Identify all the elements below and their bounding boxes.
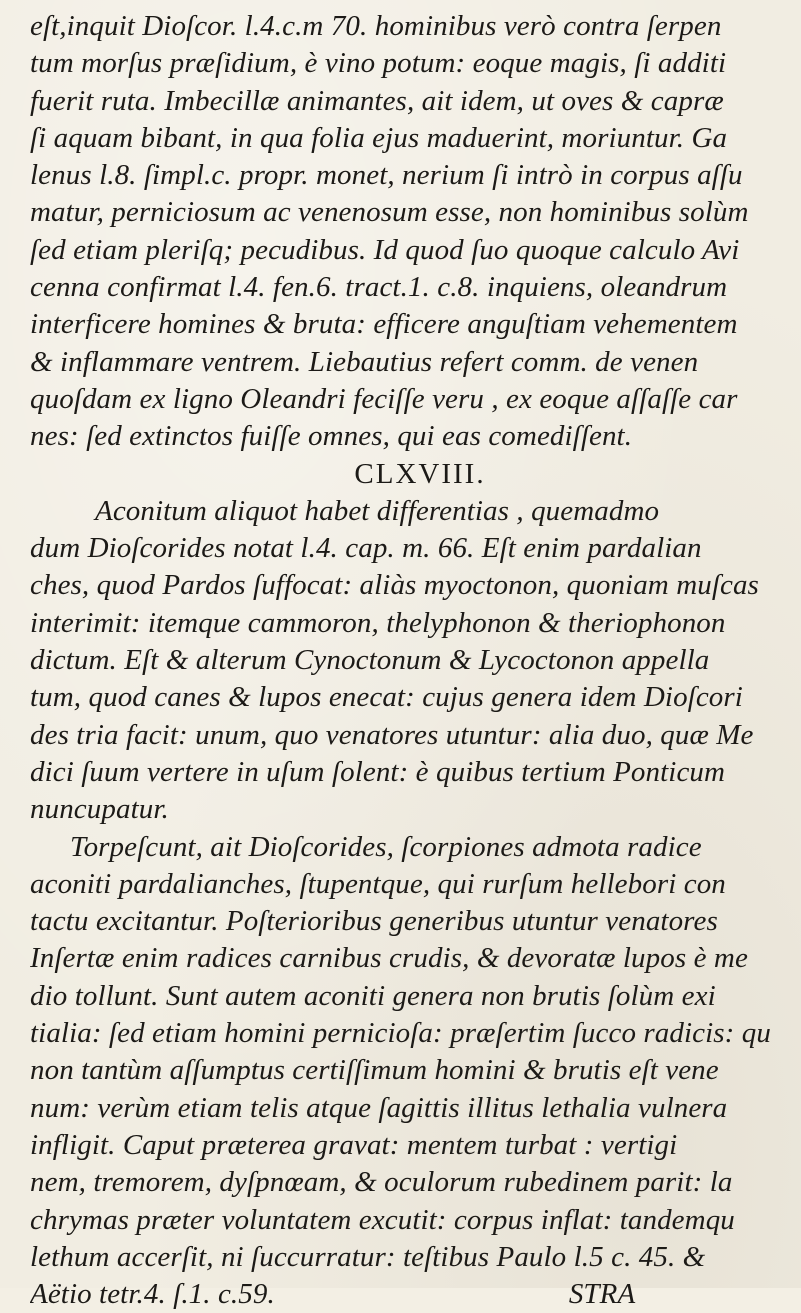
text-line: dio tollunt. Sunt autem aconiti genera non brutis ſolùm exi (30, 979, 716, 1012)
text-line: tialia: ſed etiam homini pernicioſa: præſertim ſucco radicis: qu (30, 1017, 771, 1050)
text-line: ſi aquam bibant, in qua folia ejus maduerint, moriuntur. Ga (30, 121, 728, 154)
text-line: interimit: itemque cammoron, thelyphonon & theriophonon (30, 606, 726, 639)
text-line: ches, quod Pardos ſuffocat: aliàs myoctonon, quoniam muſcas (30, 569, 759, 602)
text-line: eſt,inquit Dioſcor. l.4.c.m 70. hominibus verò contra ſerpen (30, 10, 722, 42)
text-line: tactu excitantur. Poſterioribus generibus utuntur venatores (30, 905, 718, 938)
text-line: ſed etiam pleriſq; pecudibus. Id quod ſuo quoque calculo Avi (30, 233, 740, 266)
text-line: Inſertæ enim radices carnibus crudis, & devoratæ lupos è me (30, 942, 748, 975)
paragraph-start: Aconitum aliquot habet differentias , quemadmo (95, 494, 660, 527)
text-line: nuncupatur. (30, 793, 169, 826)
text-line: nem, tremorem, dyſpnœam, & oculorum rubedinem parit: la (30, 1166, 733, 1199)
text-line: nes: ſed extinctos fuiſſe omnes, qui eas comediſſent. (30, 420, 633, 453)
text-line: lenus l.8. ſimpl.c. propr. monet, nerium ſi intrò in corpus aſſu (30, 159, 743, 192)
text-line: matur, perniciosum ac venenosum esse, non hominibus solùm (30, 196, 749, 229)
text-line: fuerit ruta. Imbecillæ animantes, ait idem, ut oves & capræ (30, 84, 724, 117)
text-line: tum, quod canes & lupos enecat: cujus genera idem Dioſcori (30, 681, 743, 714)
text-line-with-catchword: Aëtio tetr.4. ſ.1. c.59. STRA (30, 1278, 636, 1311)
text-line: aconiti pardalianches, ſtupentque, qui rurſum hellebori con (30, 867, 726, 900)
text-line: lethum accerſit, ni ſuccurratur: teſtibus Paulo l.5 c. 45. & (30, 1240, 706, 1273)
text-line: cenna confirmat l.4. fen.6. tract.1. c.8. inquiens, oleandrum (30, 271, 728, 304)
text-line: quoſdam ex ligno Oleandri feciſſe veru , ex eoque aſſaſſe car (30, 382, 738, 415)
text-line: dum Dioſcorides notat l.4. cap. m. 66. Eſt enim pardalian (30, 532, 702, 565)
text-line: & inflammare ventrem. Liebautius refert comm. de venen (30, 345, 699, 378)
text-line: num: verùm etiam telis atque ſagittis illitus lethalia vulnera (30, 1091, 728, 1124)
section-number: CLXVIII. (354, 457, 486, 490)
text-line: des tria facit: unum, quo venatores utuntur: alia duo, quæ Me (30, 718, 754, 751)
text-line: interficere homines & bruta: efficere anguſtiam vehementem (30, 308, 738, 341)
paragraph-start: Torpeſcunt, ait Dioſcorides, ſcorpiones admota radice (70, 830, 702, 863)
text-line: infligit. Caput præterea gravat: mentem turbat : vertigi (30, 1128, 678, 1161)
text-line: tum morſus præſidium, è vino potum: eoque magis, ſi additi (30, 47, 727, 80)
text-line: dici ſuum vertere in uſum ſolent: è quibus tertium Ponticum (30, 755, 726, 788)
text-line: chrymas præter voluntatem excutit: corpus inflat: tandemqu (30, 1203, 735, 1236)
text-line: non tantùm aſſumptus certiſſimum homini & brutis eſt vene (30, 1054, 719, 1087)
page-text (30, 8, 801, 1313)
text-line: dictum. Eſt & alterum Cynoctonum & Lycoctonon appella (30, 644, 710, 677)
